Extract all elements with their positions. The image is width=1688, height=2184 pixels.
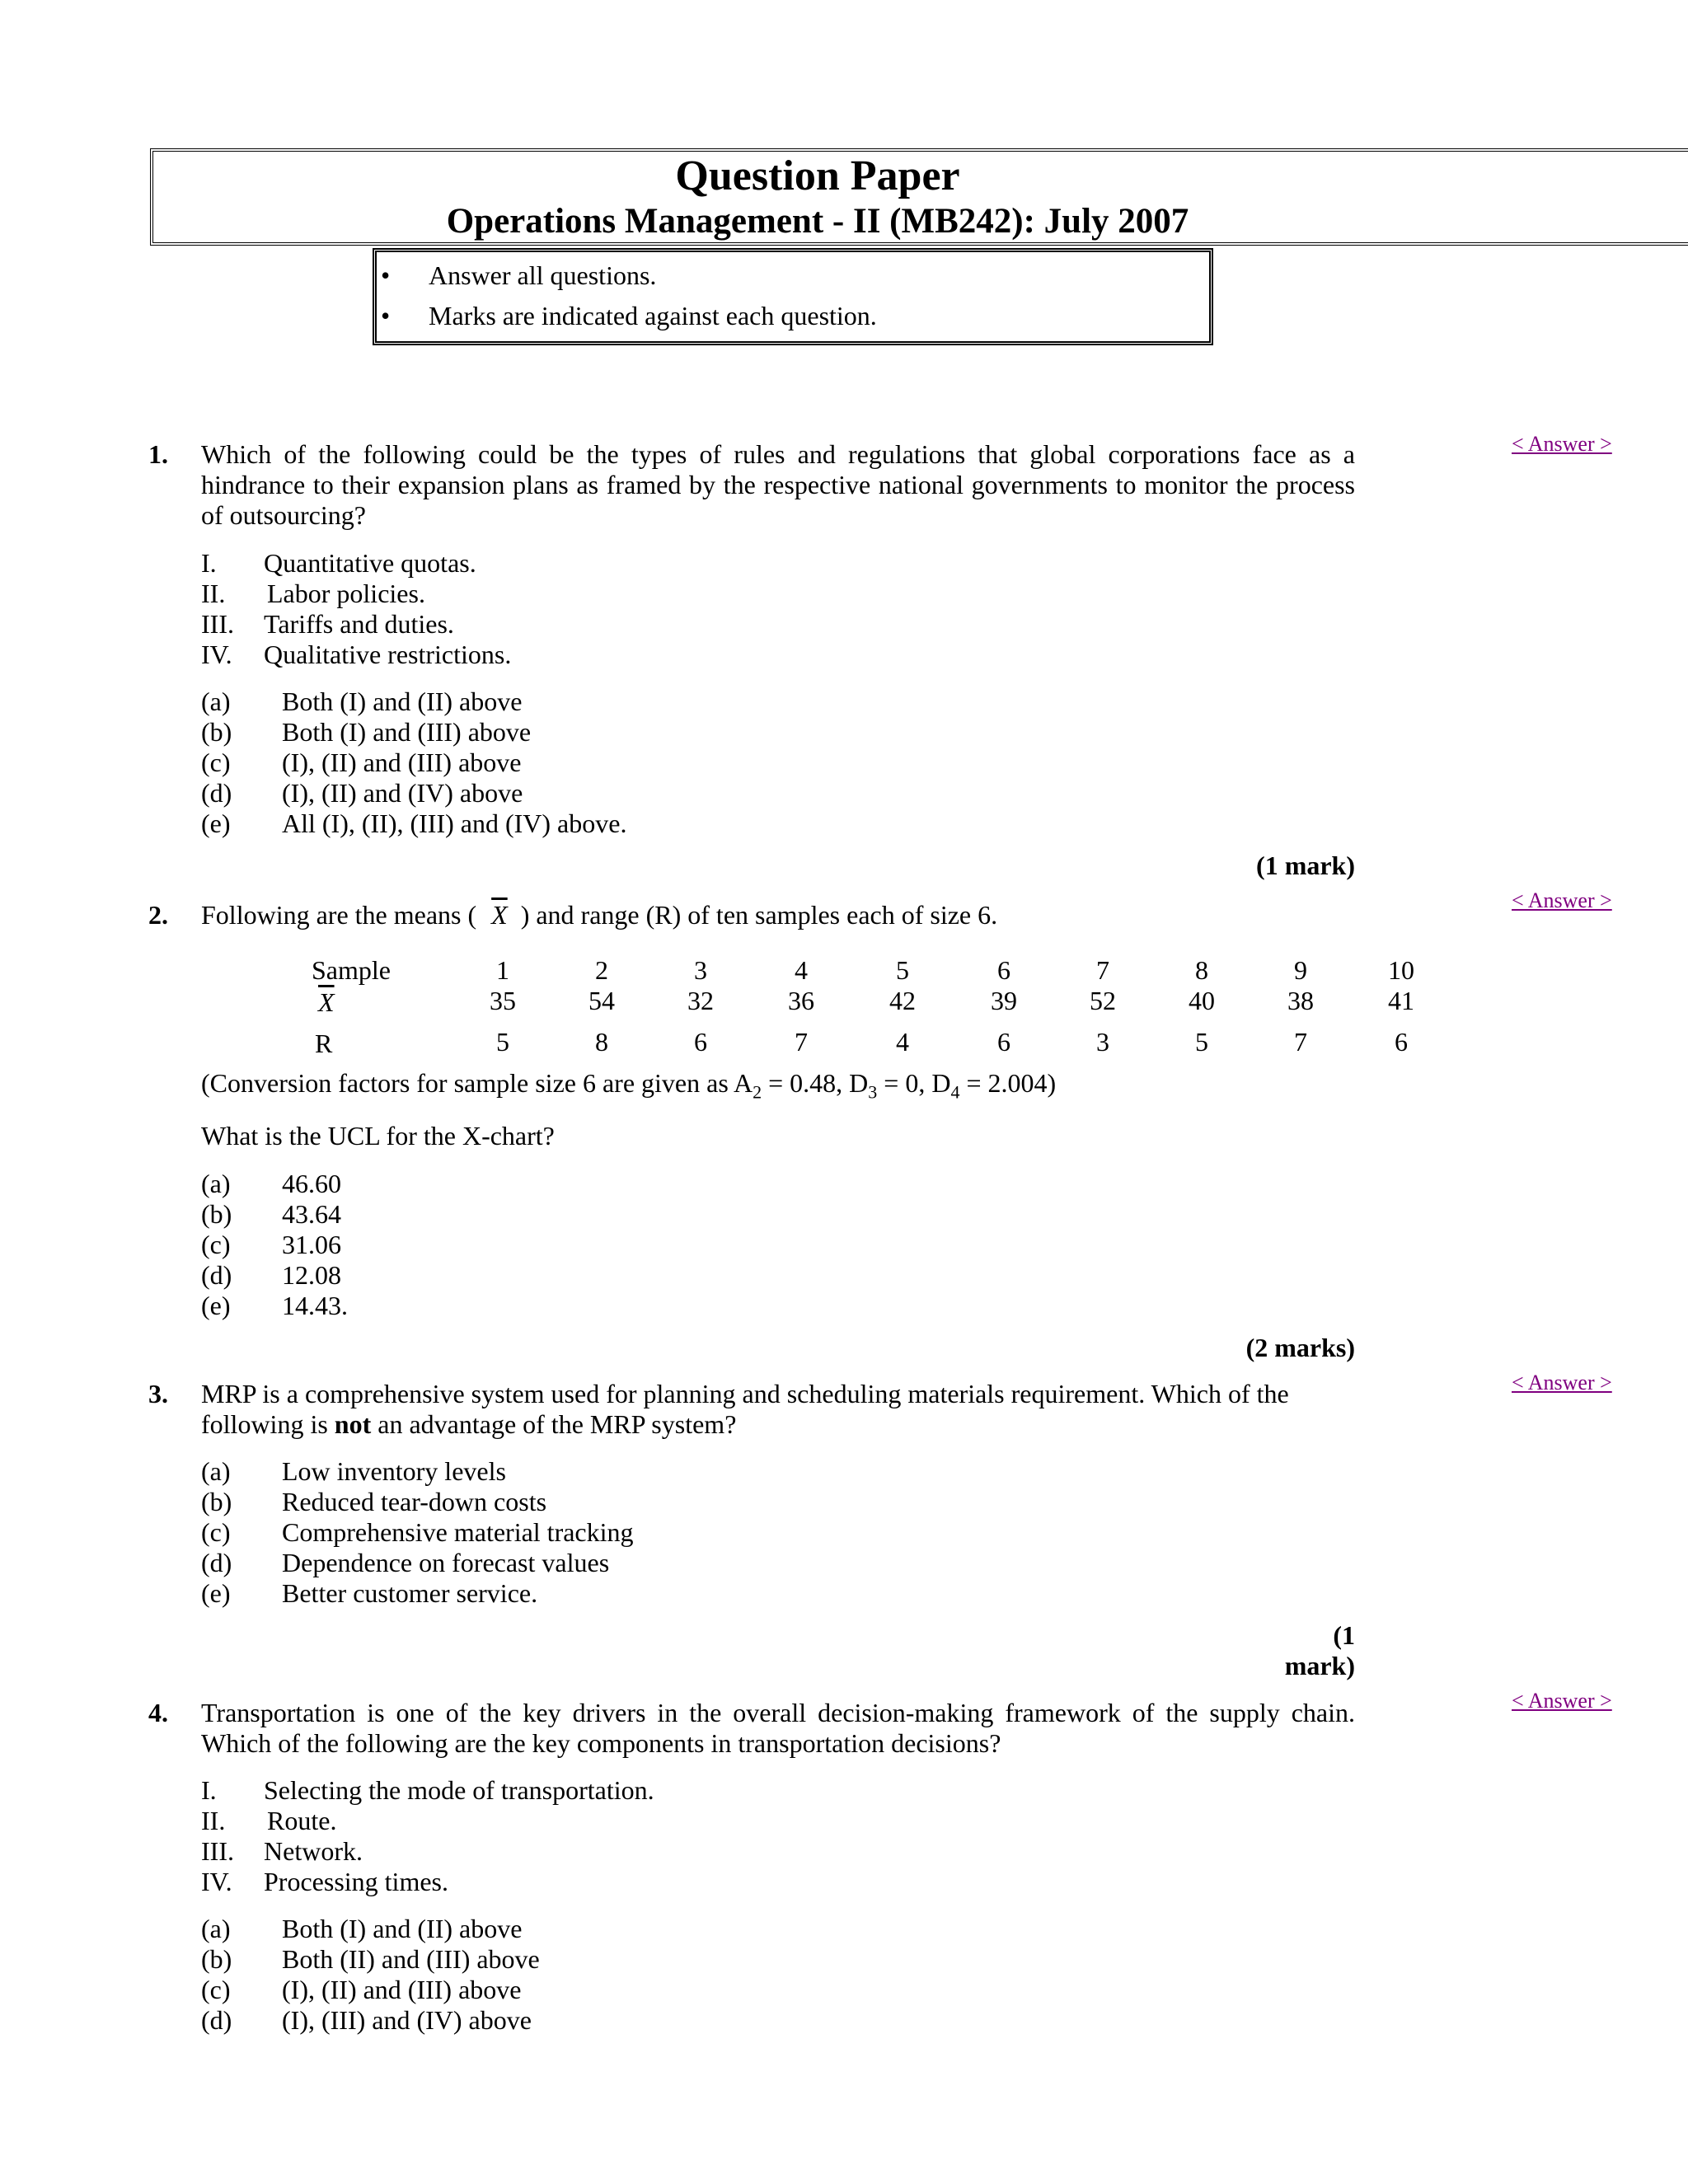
statement-label: IV. [201, 1867, 232, 1896]
table-row-label-xbar: $\overline{X}$ [318, 987, 335, 1017]
xbar-symbol: $\overline{X}$ [491, 900, 508, 930]
option-text: 46.60 [282, 1169, 341, 1198]
option-text: 31.06 [282, 1230, 341, 1259]
question-text-before: Following are the means ( [201, 900, 477, 930]
question-text: an advantage of the MRP system? [371, 1409, 737, 1439]
option-label: (b) [201, 1944, 232, 1974]
table-cell-xbar: 38 [1287, 986, 1314, 1015]
table-cell-range: 5 [496, 1027, 509, 1057]
conversion-subscript: 3 [868, 1081, 878, 1103]
option-label: (a) [201, 1169, 231, 1198]
table-cell-xbar: 41 [1388, 986, 1414, 1015]
option-text: All (I), (II), (III) and (IV) above. [282, 808, 627, 838]
question-text: Which of the following could be the types of rules and regulations that global corporations face as a hindrance to their expansion plans as framed by the respective national governments to monitor the process of outsourcing? [201, 439, 1355, 530]
option-text: (I), (III) and (IV) above [282, 2005, 532, 2035]
conversion-factors [201, 1068, 1057, 1103]
question-text-after: ) and range (R) of ten samples each of size 6. [520, 900, 998, 930]
answer-link-q2[interactable]: < Answer > [1512, 888, 1612, 912]
conversion-subscript: 4 [950, 1081, 960, 1103]
statement-label: II. [201, 1806, 226, 1835]
option-label: (e) [201, 1578, 231, 1608]
statement-text: Network. [264, 1836, 363, 1866]
option-label: (b) [201, 1487, 232, 1516]
option-text: (I), (II) and (III) above [282, 1975, 522, 2004]
option-label: (c) [201, 1230, 231, 1259]
table-cell-range: 3 [1096, 1027, 1109, 1057]
option-label: (b) [201, 1199, 232, 1229]
option-label: (d) [201, 1260, 232, 1290]
table-cell-sample: 4 [795, 955, 808, 985]
marks-label: (2 marks) [1245, 1333, 1355, 1362]
option-label: (a) [201, 687, 231, 716]
option-label: (e) [201, 808, 231, 838]
table-cell-sample: 6 [997, 955, 1010, 985]
option-label: (d) [201, 1548, 232, 1577]
table-cell-sample: 5 [896, 955, 909, 985]
question-text: following is [201, 1409, 335, 1439]
table-row-label-sample: Sample [312, 955, 391, 985]
option-label: (c) [201, 1975, 231, 2004]
table-cell-sample: 8 [1195, 955, 1208, 985]
table-cell-sample: 10 [1388, 955, 1414, 985]
question-text [201, 900, 997, 930]
question-text-line: MRP is a comprehensive system used for planning and scheduling materials requirement. Which of the [201, 1379, 1289, 1408]
page-subtitle: Operations Management - II (MB242): July 2007 [446, 202, 1189, 241]
table-cell-xbar: 54 [588, 986, 615, 1015]
table-row-label-range: R [315, 1029, 333, 1058]
option-text: Dependence on forecast values [282, 1548, 610, 1577]
option-text: 14.43. [282, 1291, 348, 1320]
table-cell-xbar: 52 [1090, 986, 1116, 1015]
marks-label: (1 mark) [1256, 851, 1355, 880]
table-cell-sample: 9 [1294, 955, 1307, 985]
marks-label: (1 [1333, 1620, 1355, 1650]
answer-link-q3[interactable]: < Answer > [1512, 1371, 1612, 1394]
statement-label: I. [201, 548, 217, 578]
question-number: 2. [148, 900, 168, 930]
option-label: (c) [201, 1517, 231, 1547]
option-text: Both (I) and (II) above [282, 687, 523, 716]
conversion-text: = 0.48, D [762, 1068, 869, 1098]
instruction-text: Answer all questions. [429, 260, 657, 290]
statement-text: Qualitative restrictions. [264, 640, 512, 669]
table-cell-range: 4 [896, 1027, 909, 1057]
option-label: (b) [201, 717, 232, 747]
option-text: (I), (II) and (IV) above [282, 778, 523, 808]
table-cell-xbar: 39 [991, 986, 1017, 1015]
statement-text: Tariffs and duties. [264, 609, 454, 639]
statement-text: Quantitative quotas. [264, 548, 476, 578]
question-emphasis: not [334, 1409, 372, 1439]
table-cell-xbar: 36 [788, 986, 814, 1015]
option-label: (d) [201, 778, 232, 808]
bullet-icon: • [381, 301, 391, 330]
statement-label: III. [201, 609, 234, 639]
question-number: 3. [148, 1379, 168, 1408]
conversion-text: = 2.004) [959, 1068, 1057, 1098]
table-cell-range: 6 [997, 1027, 1010, 1057]
table-cell-sample: 2 [595, 955, 608, 985]
table-cell-range: 6 [1395, 1027, 1408, 1057]
option-label: (e) [201, 1291, 231, 1320]
statement-text: Route. [267, 1806, 337, 1835]
table-cell-range: 8 [595, 1027, 608, 1057]
statement-text: Processing times. [264, 1867, 448, 1896]
conversion-text: = 0, D [877, 1068, 951, 1098]
statement-text: Selecting the mode of transportation. [264, 1775, 654, 1805]
table-cell-sample: 7 [1096, 955, 1109, 985]
option-text: Both (I) and (III) above [282, 717, 532, 747]
table-cell-range: 5 [1195, 1027, 1208, 1057]
option-text: Reduced tear-down costs [282, 1487, 547, 1516]
table-cell-range: 7 [795, 1027, 808, 1057]
option-text: 12.08 [282, 1260, 341, 1290]
question-text: Transportation is one of the key drivers in the overall decision-making framework of the supply chain. Which of the following are the key components in transportation decisions? [201, 1698, 1355, 1758]
page-title: Question Paper [675, 152, 960, 199]
statement-label: I. [201, 1775, 217, 1805]
option-text: 43.64 [282, 1199, 341, 1229]
option-text: (I), (II) and (III) above [282, 748, 522, 777]
option-label: (a) [201, 1456, 231, 1486]
option-text: Comprehensive material tracking [282, 1517, 634, 1547]
table-cell-sample: 1 [496, 955, 509, 985]
marks-label: mark) [1284, 1651, 1355, 1680]
option-text: Better customer service. [282, 1578, 538, 1608]
statement-label: IV. [201, 640, 232, 669]
question-prompt: What is the UCL for the X-chart? [201, 1121, 555, 1151]
table-cell-range: 7 [1294, 1027, 1307, 1057]
table-cell-xbar: 32 [687, 986, 714, 1015]
statement-text: Labor policies. [267, 579, 425, 608]
option-text: Low inventory levels [282, 1456, 506, 1486]
question-number: 1. [148, 439, 168, 469]
bullet-icon: • [381, 260, 391, 290]
option-label: (c) [201, 748, 231, 777]
statement-label: III. [201, 1836, 234, 1866]
statement-label: II. [201, 579, 226, 608]
option-label: (d) [201, 2005, 232, 2035]
option-label: (a) [201, 1914, 231, 1943]
option-text: Both (II) and (III) above [282, 1944, 540, 1974]
question-text-line [201, 1409, 736, 1440]
option-text: Both (I) and (II) above [282, 1914, 523, 1943]
table-cell-xbar: 42 [889, 986, 916, 1015]
instruction-text: Marks are indicated against each question. [429, 301, 877, 330]
table-cell-xbar: 35 [490, 986, 516, 1015]
table-cell-sample: 3 [694, 955, 707, 985]
table-cell-range: 6 [694, 1027, 707, 1057]
conversion-text: (Conversion factors for sample size 6 are given as A [201, 1068, 753, 1098]
question-number: 4. [148, 1698, 168, 1727]
answer-link-q1[interactable]: < Answer > [1512, 432, 1612, 456]
conversion-subscript: 2 [753, 1081, 762, 1103]
answer-link-q4[interactable]: < Answer > [1512, 1689, 1612, 1713]
table-cell-xbar: 40 [1189, 986, 1215, 1015]
